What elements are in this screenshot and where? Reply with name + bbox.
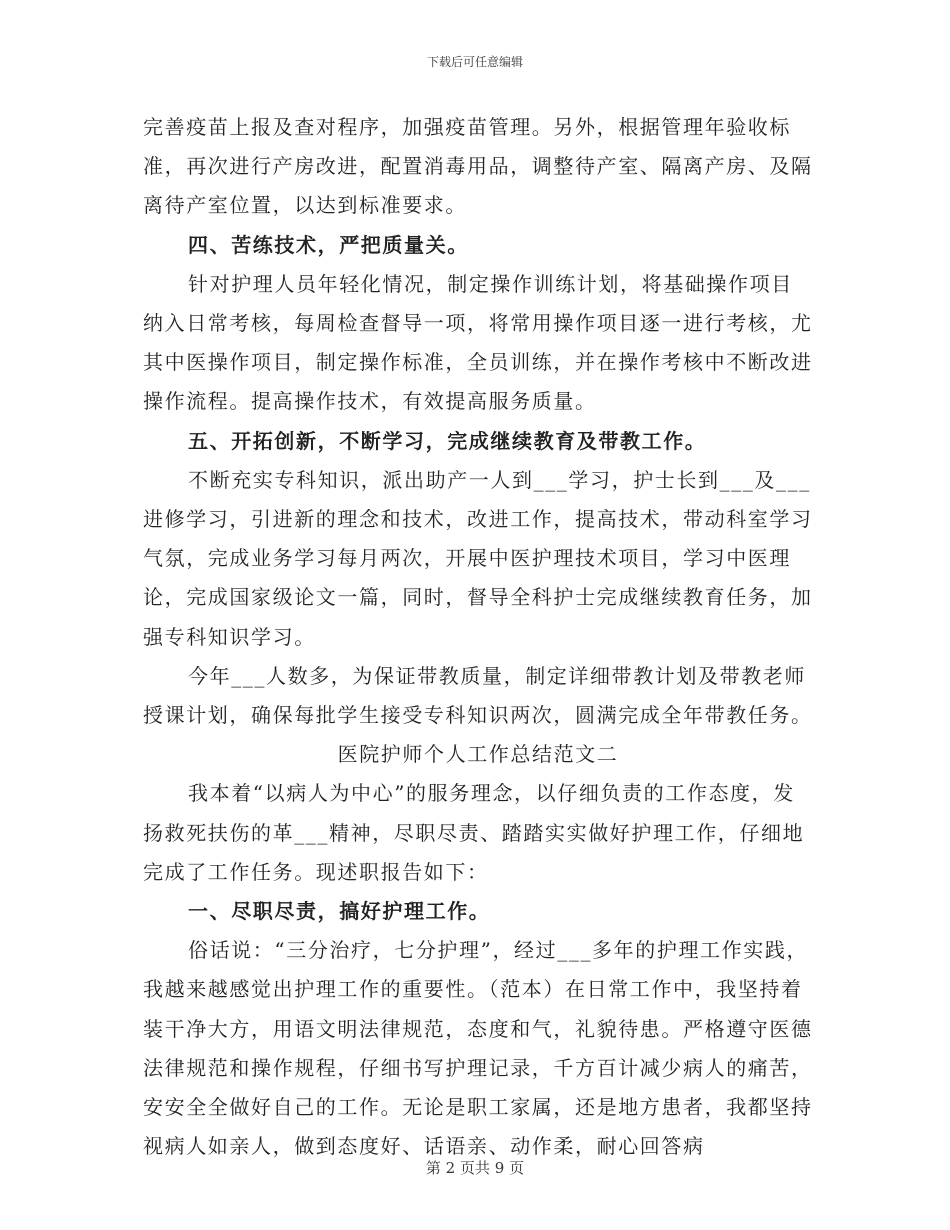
paragraph-vaccine: 完善疫苗上报及查对程序，加强疫苗管理。另外，根据管理年验收标准，再次进行产房改进，配置消毒用品，调整待产室、隔离产房、及隔离待产室位置，以达到标准要求。	[143, 115, 813, 218]
section-heading-1: 一、尽职尽责，搞好护理工作。	[188, 899, 491, 924]
paragraph-intro: 我本着“以病人为中心”的服务理念，以仔细负责的工作态度，发扬救死扶伤的革___精神，尽职尽责、踏踏实实做好护理工作，仔细地完成了工作任务。现述职报告如下：	[143, 781, 805, 884]
document-title: 医院护师个人工作总结范文二	[337, 742, 619, 767]
paragraph-nursing: 俗话说：“三分治疗，七分护理”，经过___多年的护理工作实践，我越来越感觉出护理工作的重要性。（范本）在日常工作中，我坚持着装干净大方，用语文明法律规范，态度和气，礼貌待患。严格遵守医德法律规范和操作规程，仔细书写护理记录，千方百计减少病人的痛苦，安安全全做好自己的工作。无论是职工家属，还是地方患者，我都坚持视病人如亲人，做到态度好、话语亲、动作柔，耐心回答病	[143, 938, 813, 1159]
paragraph-training: 针对护理人员年轻化情况，制定操作训练计划，将基础操作项目纳入日常考核，每周检查督导一项，将常用操作项目逐一进行考核，尤其中医操作项目，制定操作标准，全员训练，并在操作考核中不断改进操作流程。提高操作技术，有效提高服务质量。	[143, 271, 813, 414]
page-footer: 第 2 页共 9 页	[425, 1159, 525, 1177]
paragraph-teaching: 今年___人数多，为保证带教质量，制定详细带教计划及带教老师授课计划，确保每批学生接受专科知识两次，圆满完成全年带教任务。	[143, 663, 813, 728]
paragraph-education: 不断充实专科知识，派出助产一人到___学习，护士长到___及___进修学习，引进新的理念和技术，改进工作，提高技术，带动科室学习气氛，完成业务学习每月两次，开展中医护理技术项目，学习中医理论，完成国家级论文一篇，同时，督导全科护士完成继续教育任务，加强专科知识学习。	[143, 467, 813, 649]
document-body	[143, 108, 813, 1166]
section-heading-4: 四、苦练技术，严把质量关。	[188, 232, 469, 257]
section-heading-5: 五、开拓创新，不断学习，完成继续教育及带教工作。	[188, 428, 707, 453]
page-header: 下载后可任意编辑	[426, 55, 523, 69]
